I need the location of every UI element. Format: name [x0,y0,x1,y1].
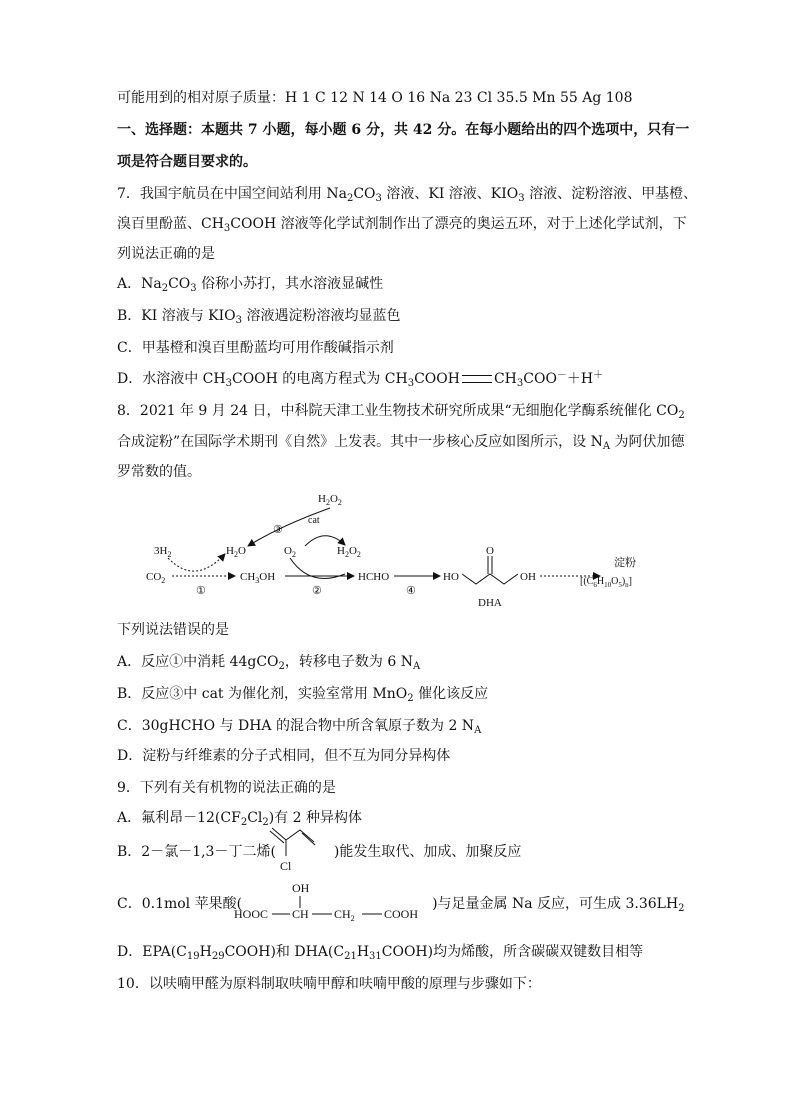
step3-label: ③ [273,524,283,536]
text: Cl [247,810,263,826]
q7-stem-line2: 溴百里酚蓝、$CH_3COOH$ 溶液等化学试剂制作出了漂亮的奥运五环，对于上述化学试剂，下 [117,216,687,234]
h2o-label: $H_2O$ [226,545,246,559]
text: H [199,944,212,960]
text: )有 2 种异构体 [268,810,363,826]
text: 溶液、淀粉溶液、甲基橙、 [524,186,698,202]
step4-label: ④ [406,585,416,597]
chlorine-label: Cl [280,859,292,873]
step2-label: ② [312,585,322,597]
section-heading-line2: 项是符合题目要求的。 [117,154,257,170]
malic-hooc-label: HOOC [234,907,269,921]
text: COO [523,371,557,387]
h2-label: $3H_2$ [154,545,172,559]
atomic-mass-label: 可能用到的相对原子质量： [117,90,285,106]
hcho-label: HCHO [358,571,390,583]
text: 为阿伏加德 [610,434,685,450]
arrow-h2-to-h2o [168,554,225,571]
ch3oh-label: $CH_3OH$ [240,571,276,585]
cat-label: cat [308,515,320,526]
q7-stem-line3: 列说法正确的是 [117,246,215,262]
q8-stem-line2: 合成淀粉”在国际学术期刊《自然》上发表。其中一步核心反应如图所示，设 $N_A$ 为阿伏加德 [117,434,685,452]
arrow-step3 [248,508,330,546]
text: 溴百里酚蓝、CH [117,216,224,232]
malic-cooh-label: COOH [384,907,419,921]
q8-option-b: B．反应③中 cat 为催化剂，实验室常用 MnO$_2$ 催化该反应 [117,686,489,704]
text: COOH 的电离方程式为 CH [231,371,408,387]
text: 8．2021 年 9 月 24 日，中科院天津工业生物技术研究所成果“无细胞化学酶系统催化 CO [117,403,679,419]
q8-option-d: D．淀粉与纤维素的分子式相同，但不互为同分异构体 [117,748,451,764]
text: C．0.1mol 苹果酸( [117,896,243,912]
text: A．反应①中消耗 44gCO [117,654,279,670]
section-heading-line1: 一、选择题：本题共 7 小题，每小题 6 分，共 42 分。在每小题给出的四个选项中，只有一 [117,122,690,138]
text: 催化该反应 [413,686,489,702]
text: B．KI 溶液与 KIO [117,308,236,324]
text: ＋H [566,371,594,387]
text: A．氟利昂－12(CF [117,810,241,826]
h2o2-top-label: $H_2O_2$ [318,493,342,507]
chloroprene-structure [266,824,328,874]
h2o2-right-label: $H_2O_2$ [337,545,361,559]
q7-option-c: C．甲基橙和溴百里酚蓝均可用作酸碱指示剂 [117,340,394,356]
dha-name-label: DHA [478,597,502,609]
q8-option-a: A．反应①中消耗 44gCO$_2$，转移电子数为 6 $N_A$ [117,654,421,672]
q9-option-d: D．$EPA(C_{19}H_{29}COOH)$和 $DHA(C_{21}H_{31}COOH)$均为烯酸，所含碳碳双键数目相等 [117,944,644,962]
q7-stem-line1: 7．我国宇航员在中国空间站利用 $Na_2CO_3$ 溶液、KI 溶液、$KIO_3$ 溶液、淀粉溶液、甲基橙、 [117,186,698,204]
text: 溶液、KI 溶液、KIO [381,186,519,202]
starch-formula: $[(C_6H_{10}O_5)_n]$ [580,576,632,589]
atomic-mass-values: H 1 C 12 N 14 O 16 Na 23 Cl 35.5 Mn 55 Ag 108 [285,90,633,106]
equilibrium-sign [462,375,492,383]
text: D．水溶液中 CH [117,371,226,387]
text: COOH)均为烯酸，所含碳碳双键数目相等 [381,944,644,960]
text: CO [168,276,191,292]
q8-stem-line3: 罗常数的值。 [117,464,201,480]
dha-skeleton [462,574,518,584]
q7-option-d: D．水溶液中 $CH_3COOH$ 的电离方程式为 $CH_3COOH$ $CH_3COO^-+H^+$ [117,370,604,389]
text: )能发生取代、加成、加聚反应 [333,844,522,860]
q8-option-c: C．30gHCHO 与 DHA 的混合物中所含氧原子数为 2 $N_A$ [117,718,482,736]
malic-oh-label: OH [292,881,310,895]
text: COOH 溶液等化学试剂制作出了漂亮的奥运五环，对于上述化学试剂，下 [230,216,687,232]
q8-stem-line1: 8．2021 年 9 月 24 日，中科院天津工业生物技术研究所成果“无细胞化学酶系统催化 $CO_2$ [117,403,685,421]
text: CH [493,371,517,387]
text: D．EPA(C [117,944,187,960]
dha-ho-label: HO [443,571,459,583]
dha-oh-label: OH [520,571,536,583]
text: 合成淀粉”在国际学术期刊《自然》上发表。其中一步核心反应如图所示，设 N [117,434,603,450]
curve-o2 [290,558,345,578]
text: ，转移电子数为 6 N [284,654,413,670]
malic-ch-label: CH [292,907,309,921]
text: H [356,944,370,960]
text: 溶液遇淀粉溶液均显蓝色 [242,308,401,324]
malic-ch2-label: $CH_2$ [334,907,355,922]
text: COOH)和 DHA(C [224,944,345,960]
q10-stem: 10．以呋喃甲醛为原料制取呋喃甲醇和呋喃甲酸的原理与步骤如下： [117,976,541,992]
dha-o-label: O [486,545,494,557]
q9-option-c: C．0.1mol 苹果酸( )与足量金属 Na 反应，可生成 $3.36LH_2$ [117,896,685,914]
text: B．2－氯－1,3－丁二烯( [117,844,276,860]
o2-label: $O_2$ [284,545,296,559]
atomic-mass-line [117,88,632,108]
q8-prompt: 下列说法错误的是 [117,622,229,638]
starch-label: 淀粉 [614,557,636,569]
step1-label: ① [196,585,206,597]
reaction-diagram [140,488,660,616]
text: B．反应③中 cat 为催化剂，实验室常用 MnO [117,686,408,702]
text: A．Na [117,276,162,292]
text: 俗称小苏打，其水溶液显碱性 [196,276,384,292]
text: )与足量金属 Na 反应，可生成 3.36LH [432,896,679,912]
text: CO [353,186,376,202]
q9-stem: 9．下列有关有机物的说法正确的是 [117,780,336,796]
text: 7．我国宇航员在中国空间站利用 Na [117,186,347,202]
q7-option-a: A．$Na_2CO_3$ 俗称小苏打，其水溶液显碱性 [117,276,384,294]
text: C．30gHCHO 与 DHA 的混合物中所含氧原子数为 2 N [117,718,475,734]
co2-label: $CO_2$ [146,571,166,585]
q7-option-b: B．KI 溶液与 $KIO_3$ 溶液遇淀粉溶液均显蓝色 [117,308,401,326]
q9-option-a: A．氟利昂$-12(CF_2Cl_2)$有 2 种异构体 [117,810,363,828]
text: COOH [414,371,460,387]
malic-acid-structure [234,878,426,922]
